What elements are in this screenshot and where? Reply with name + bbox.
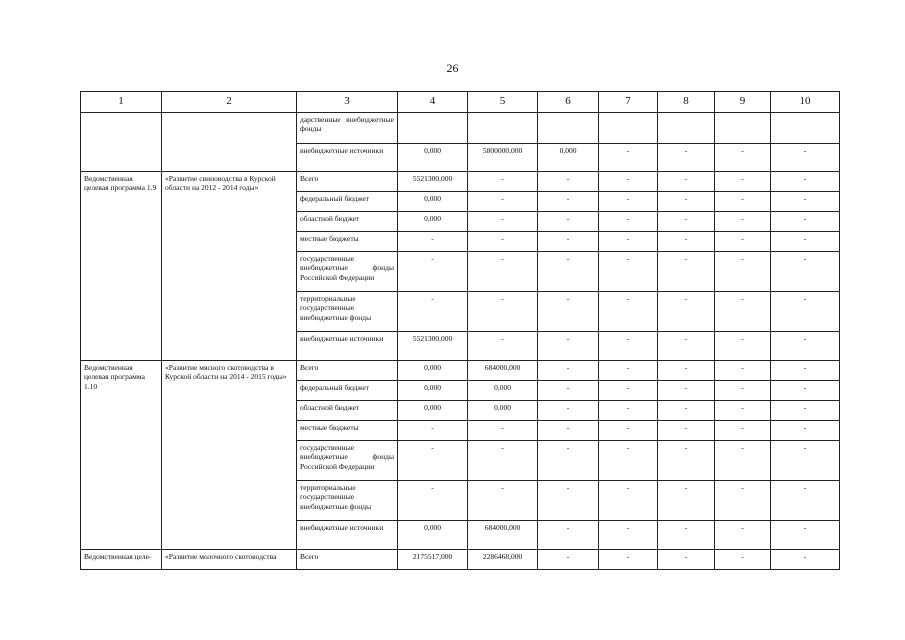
value-cell: -	[715, 521, 771, 550]
funding-source-cell: Всего	[297, 550, 398, 570]
value-cell: -	[538, 332, 599, 361]
value-cell: -	[599, 481, 658, 521]
value-cell: -	[538, 172, 599, 192]
value-cell: -	[658, 292, 715, 332]
value-cell: -	[771, 521, 840, 550]
value-cell: -	[771, 232, 840, 252]
value-cell: -	[599, 192, 658, 212]
value-cell: -	[468, 292, 538, 332]
value-cell: -	[599, 232, 658, 252]
value-cell: 0,000	[538, 144, 599, 172]
column-header: 9	[715, 92, 771, 113]
value-cell: -	[538, 421, 599, 441]
value-cell: -	[715, 441, 771, 481]
value-cell: -	[538, 232, 599, 252]
value-cell: 0,000	[468, 381, 538, 401]
table-body	[81, 92, 840, 570]
value-cell: -	[599, 421, 658, 441]
value-cell: -	[715, 401, 771, 421]
value-cell: -	[658, 332, 715, 361]
value-cell: -	[715, 192, 771, 212]
value-cell: -	[398, 292, 468, 332]
value-cell: 0,000	[398, 401, 468, 421]
funding-source-cell: областной бюджет	[297, 212, 398, 232]
value-cell: -	[715, 550, 771, 570]
value-cell: -	[599, 292, 658, 332]
value-cell: -	[771, 332, 840, 361]
program-name-cell: Ведомственная целе-	[81, 550, 162, 570]
value-cell: -	[771, 381, 840, 401]
value-cell: -	[715, 252, 771, 292]
value-cell: -	[771, 550, 840, 570]
column-header: 8	[658, 92, 715, 113]
funding-source-cell: Всего	[297, 361, 398, 381]
value-cell: -	[715, 481, 771, 521]
value-cell: -	[771, 192, 840, 212]
value-cell	[715, 113, 771, 144]
value-cell	[771, 113, 840, 144]
value-cell: -	[538, 441, 599, 481]
value-cell	[398, 113, 468, 144]
funding-source-cell: дарственные внебюджетные фонды	[297, 113, 398, 144]
value-cell: -	[715, 381, 771, 401]
value-cell: -	[538, 550, 599, 570]
value-cell: -	[599, 212, 658, 232]
value-cell: -	[468, 232, 538, 252]
value-cell: -	[715, 172, 771, 192]
value-cell: -	[538, 521, 599, 550]
table-row	[81, 361, 840, 381]
value-cell: -	[538, 401, 599, 421]
table-row	[81, 550, 840, 570]
value-cell: -	[599, 332, 658, 361]
value-cell: -	[599, 381, 658, 401]
value-cell	[599, 113, 658, 144]
value-cell: -	[771, 292, 840, 332]
funding-source-cell: государственные внебюджетные фонды Российской Федерации	[297, 252, 398, 292]
value-cell: -	[658, 521, 715, 550]
value-cell: -	[599, 252, 658, 292]
funding-source-cell: федеральный бюджет	[297, 381, 398, 401]
page-number: 26	[446, 61, 459, 75]
value-cell: -	[468, 332, 538, 361]
value-cell: 0,000	[398, 192, 468, 212]
funding-source-cell: федеральный бюджет	[297, 192, 398, 212]
funding-source-cell: внебюджетные источники	[297, 332, 398, 361]
program-name-cell: Ведомственная целевая программа 1.9	[81, 172, 162, 361]
value-cell: -	[715, 332, 771, 361]
program-name-cell: Ведомственная целевая программа 1.10	[81, 361, 162, 550]
value-cell: -	[599, 401, 658, 421]
value-cell: -	[468, 212, 538, 232]
value-cell: -	[538, 252, 599, 292]
value-cell: -	[599, 521, 658, 550]
value-cell: -	[538, 481, 599, 521]
column-header: 5	[468, 92, 538, 113]
value-cell: -	[398, 232, 468, 252]
value-cell: -	[468, 421, 538, 441]
column-header: 2	[162, 92, 297, 113]
funding-table	[80, 91, 840, 570]
value-cell: -	[715, 232, 771, 252]
column-header: 10	[771, 92, 840, 113]
value-cell: 2286468,000	[468, 550, 538, 570]
value-cell: 684000,000	[468, 521, 538, 550]
value-cell: 5521300,000	[398, 332, 468, 361]
value-cell: -	[658, 381, 715, 401]
value-cell: -	[771, 252, 840, 292]
value-cell: -	[658, 232, 715, 252]
value-cell: -	[398, 252, 468, 292]
funding-source-cell: территориальные государственные внебюджетные фонды	[297, 292, 398, 332]
funding-source-cell: государственные внебюджетные фонды Российской Федерации	[297, 441, 398, 481]
value-cell: -	[599, 441, 658, 481]
program-title-cell: «Развитие свиноводства в Курской области на 2012 - 2014 годы»	[162, 172, 297, 361]
value-cell: -	[398, 481, 468, 521]
value-cell: 684000,000	[468, 361, 538, 381]
value-cell: -	[398, 421, 468, 441]
value-cell: -	[599, 550, 658, 570]
value-cell: -	[468, 441, 538, 481]
value-cell: -	[538, 292, 599, 332]
value-cell: 0,000	[398, 521, 468, 550]
value-cell: 0,000	[398, 144, 468, 172]
value-cell: -	[398, 441, 468, 481]
value-cell: -	[468, 252, 538, 292]
value-cell: -	[658, 441, 715, 481]
value-cell	[658, 113, 715, 144]
value-cell: -	[658, 144, 715, 172]
value-cell: -	[468, 192, 538, 212]
funding-source-cell: местные бюджеты	[297, 421, 398, 441]
funding-source-cell: областной бюджет	[297, 401, 398, 421]
value-cell: -	[658, 172, 715, 192]
funding-source-cell: местные бюджеты	[297, 232, 398, 252]
value-cell: -	[771, 172, 840, 192]
column-header: 1	[81, 92, 162, 113]
program-name-cell	[81, 113, 162, 172]
value-cell: 0,000	[468, 401, 538, 421]
value-cell: -	[658, 481, 715, 521]
table-row	[81, 113, 840, 144]
funding-source-cell: внебюджетные источники	[297, 144, 398, 172]
column-header: 7	[599, 92, 658, 113]
value-cell: -	[538, 361, 599, 381]
value-cell: 0,000	[398, 212, 468, 232]
value-cell: -	[599, 361, 658, 381]
value-cell: -	[771, 212, 840, 232]
value-cell	[468, 113, 538, 144]
value-cell: -	[715, 212, 771, 232]
value-cell: -	[771, 401, 840, 421]
column-header: 4	[398, 92, 468, 113]
value-cell: -	[658, 361, 715, 381]
funding-source-cell: территориальные государственные внебюджетные фонды	[297, 481, 398, 521]
value-cell: -	[468, 172, 538, 192]
program-title-cell: «Развитие молочного скотоводства	[162, 550, 297, 570]
value-cell: 5521300,000	[398, 172, 468, 192]
program-title-cell: «Развитие мясного скотоводства в Курской области на 2014 - 2015 годы»	[162, 361, 297, 550]
value-cell: -	[658, 550, 715, 570]
value-cell: -	[715, 361, 771, 381]
value-cell: -	[658, 252, 715, 292]
value-cell	[538, 113, 599, 144]
column-header: 3	[297, 92, 398, 113]
value-cell: -	[538, 192, 599, 212]
value-cell: 5800000,000	[468, 144, 538, 172]
value-cell: -	[658, 421, 715, 441]
funding-source-cell: Всего	[297, 172, 398, 192]
value-cell: -	[538, 212, 599, 232]
value-cell: -	[468, 481, 538, 521]
funding-source-cell: внебюджетные источники	[297, 521, 398, 550]
value-cell: -	[658, 212, 715, 232]
value-cell: -	[538, 381, 599, 401]
program-title-cell	[162, 113, 297, 172]
value-cell: -	[771, 421, 840, 441]
value-cell: -	[658, 401, 715, 421]
value-cell: -	[599, 172, 658, 192]
value-cell: -	[715, 292, 771, 332]
value-cell: -	[771, 441, 840, 481]
value-cell: 0,000	[398, 381, 468, 401]
value-cell: -	[658, 192, 715, 212]
value-cell: -	[599, 144, 658, 172]
value-cell: 2175517,000	[398, 550, 468, 570]
value-cell: -	[771, 361, 840, 381]
table-row	[81, 172, 840, 192]
value-cell: -	[715, 421, 771, 441]
column-header: 6	[538, 92, 599, 113]
value-cell: -	[771, 481, 840, 521]
value-cell: -	[771, 144, 840, 172]
table-header-row	[81, 92, 840, 113]
value-cell: 0,000	[398, 361, 468, 381]
value-cell: -	[715, 144, 771, 172]
